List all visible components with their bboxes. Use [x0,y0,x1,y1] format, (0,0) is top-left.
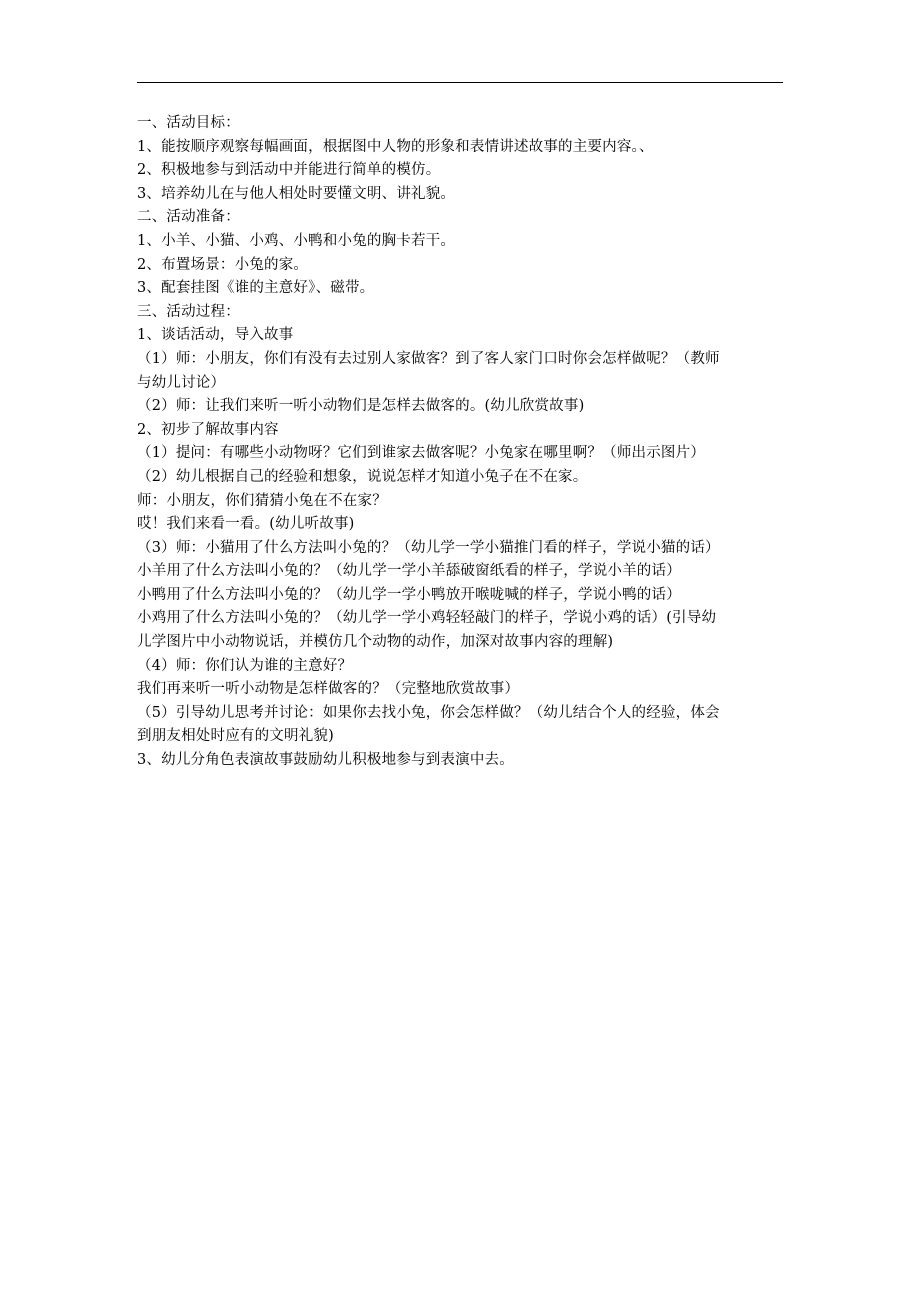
process-text-line: （1）提问：有哪些小动物呀？它们到谁家去做客呢？小兔家在哪里啊？（师出示图片） [137,445,706,462]
process-text-line: （3）师：小猫用了什么方法叫小兔的？（幼儿学一学小猫推门看的样子，学说小猫的话） [137,539,720,556]
section-heading-process: 三、活动过程： [137,303,240,320]
header-rule [137,82,783,83]
process-text-line: （1）师：小朋友，你们有没有去过别人家做客？到了客人家门口时你会怎样做呢？（教师 [137,350,720,367]
process-text-line: 与幼儿讨论） [137,374,226,391]
process-step-2: 2、初步了解故事内容 [137,421,279,438]
process-text-line: （4）师：你们认为谁的主意好？ [137,657,353,674]
goal-item-2: 2、积极地参与到活动中并能进行简单的模仿。 [137,162,441,179]
section-heading-goals: 一、活动目标： [137,115,240,131]
preparation-item-3: 3、配套挂图《谁的主意好》、磁带。 [137,280,375,297]
process-text-line: （5）引导幼儿思考并讨论：如果你去找小兔，你会怎样做？（幼儿结合个人的经验，体会 [137,704,720,721]
goal-item-1: 1、能按顺序观察每幅画面，根据图中人物的形象和表情讲述故事的主要内容。、 [137,138,654,155]
process-step-1: 1、谈话活动，导入故事 [137,327,294,344]
process-text-line: （2）幼儿根据自己的经验和想象，说说怎样才知道小兔子在不在家。 [137,468,588,485]
section-heading-preparation: 二、活动准备： [137,209,240,226]
preparation-item-1: 1、小羊、小猫、小鸡、小鸭和小兔的胸卡若干。 [137,232,456,249]
process-text-line: 小羊用了什么方法叫小兔的？（幼儿学一学小羊舔破窗纸看的样子，学说小羊的话） [137,563,681,580]
process-text-line: 我们再来听一听小动物是怎样做客的？（完整地欣赏故事） [137,681,520,698]
preparation-item-2: 2、布置场景：小兔的家。 [137,256,309,273]
process-text-line: （2）师：让我们来听一听小动物们是怎样去做客的。(幼儿欣赏故事) [137,398,585,415]
document-body [137,112,787,773]
goal-item-3: 3、培养幼儿在与他人相处时要懂文明、讲礼貌。 [137,185,456,202]
process-text-line: 哎！我们来看一看。(幼儿听故事) [137,516,355,533]
process-text-line: 儿学图片中小动物说话，并模仿几个动物的动作，加深对故事内容的理解) [137,634,614,651]
process-text-line: 小鸡用了什么方法叫小兔的？（幼儿学一学小鸡轻轻敲门的样子，学说小鸡的话）(引导幼 [137,610,717,627]
process-step-3: 3、幼儿分角色表演故事鼓励幼儿积极地参与到表演中去。 [137,752,514,769]
process-text-line: 师：小朋友，你们猜猜小兔在不在家？ [137,492,387,509]
process-text-line: 小鸭用了什么方法叫小兔的？（幼儿学一学小鸭放开喉咙喊的样子，学说小鸭的话） [137,586,681,603]
process-text-line: 到朋友相处时应有的文明礼貌) [137,728,334,745]
